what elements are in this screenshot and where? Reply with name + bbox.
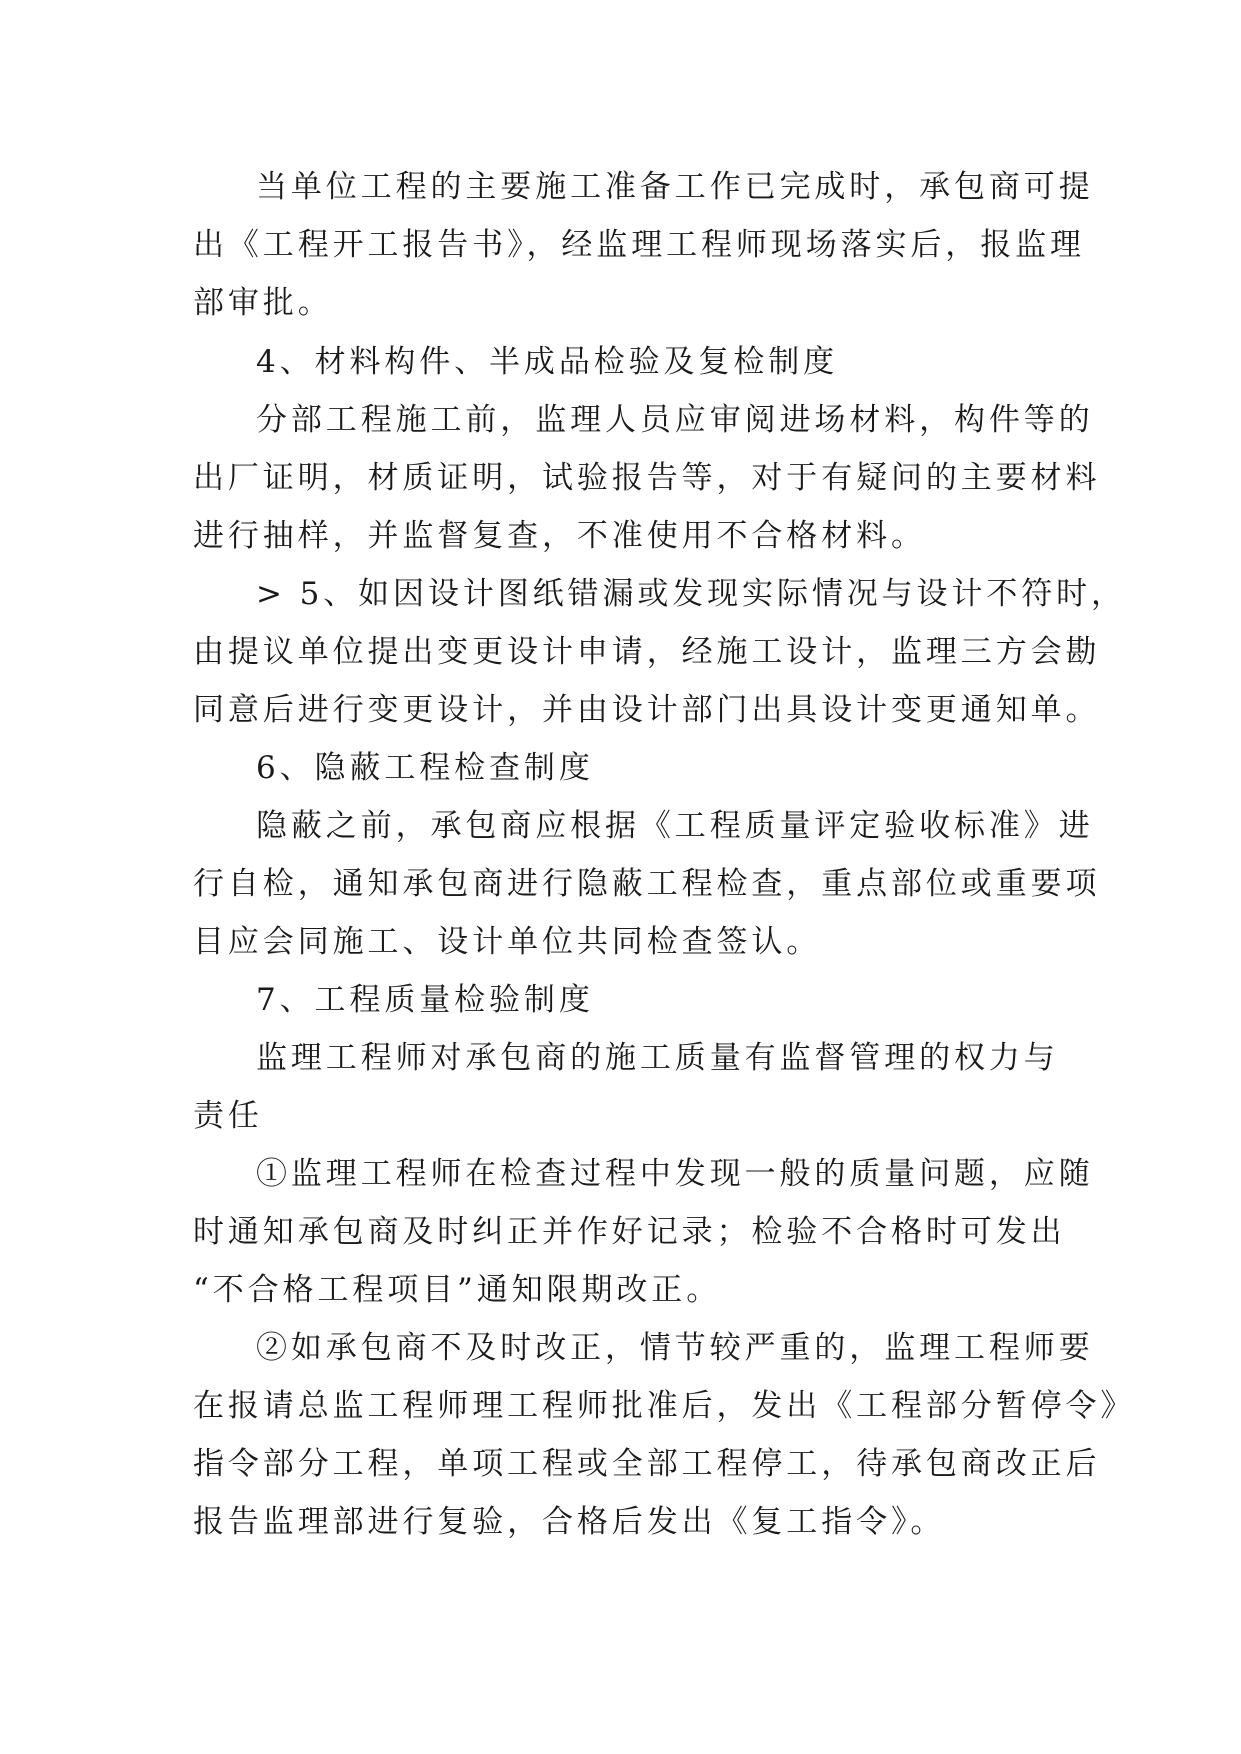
text-line: 分部工程施工前，监理人员应审阅进场材料，构件等的: [256, 402, 1094, 438]
text-line: “不合格工程项目”通知限期改正。: [193, 1272, 722, 1308]
text-line: 出《工程开工报告书》，经监理工程师现场落实后，报监理: [193, 227, 1085, 263]
text-line: 部审批。: [193, 285, 333, 321]
text-line: 指令部分工程，单项工程或全部工程停工，待承包商改正后: [193, 1446, 1101, 1482]
text-line: ①监理工程师在检查过程中发现一般的质量问题，应随: [256, 1156, 1094, 1192]
section-heading: 4、材料构件、半成品检验及复检制度: [256, 344, 839, 380]
text-line: 目应会同施工、设计单位共同检查签认。: [193, 924, 822, 960]
text-line: 时通知承包商及时纠正并作好记录；检验不合格时可发出: [193, 1214, 1066, 1250]
text-line: 出厂证明，材质证明，试验报告等，对于有疑问的主要材料: [193, 460, 1101, 496]
section-heading: 6、隐蔽工程检查制度: [256, 750, 594, 786]
text-line: 由提议单位提出变更设计申请，经施工设计，监理三方会勘: [193, 634, 1101, 670]
text-line: 报告监理部进行复验，合格后发出《复工指令》。: [193, 1504, 946, 1540]
section-heading: 7、工程质量检验制度: [256, 982, 594, 1018]
text-line: ②如承包商不及时改正，情节较严重的，监理工程师要: [256, 1330, 1094, 1366]
text-line: 在报请总监工程师理工程师批准后，发出《工程部分暂停令》: [193, 1388, 1136, 1424]
text-line: 行自检，通知承包商进行隐蔽工程检查，重点部位或重要项: [193, 866, 1101, 902]
text-line: 同意后进行变更设计，并由设计部门出具设计变更通知单。: [193, 692, 1101, 728]
text-line: 当单位工程的主要施工准备工作已完成时，承包商可提: [256, 169, 1094, 205]
text-line: 隐蔽之前，承包商应根据《工程质量评定验收标准》进: [256, 808, 1094, 844]
text-line: 监理工程师对承包商的施工质量有监督管理的权力与: [256, 1040, 1059, 1076]
text-line: > 5、如因设计图纸错漏或发现实际情况与设计不符时，: [256, 576, 1126, 612]
text-line: 进行抽样，并监督复查，不准使用不合格材料。: [193, 518, 926, 554]
text-line: 责任: [193, 1098, 263, 1134]
